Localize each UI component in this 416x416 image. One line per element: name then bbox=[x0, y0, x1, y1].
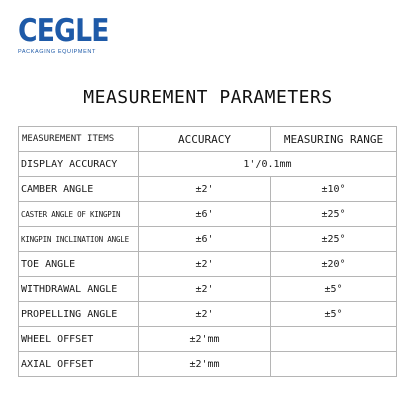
table-row-display-accuracy bbox=[19, 152, 397, 177]
row-range: ±5° bbox=[271, 277, 397, 302]
table-row bbox=[19, 277, 397, 302]
row-accuracy: ±2'mm bbox=[139, 352, 271, 377]
row-item: AXIAL OFFSET bbox=[19, 352, 139, 377]
table-row bbox=[19, 302, 397, 327]
row-accuracy: ±2'mm bbox=[139, 327, 271, 352]
row-range: ±5° bbox=[271, 302, 397, 327]
row-range: ±25° bbox=[271, 202, 397, 227]
header-measurement-items: MEASUREMENT ITEMS bbox=[19, 127, 139, 152]
row-range: ±10° bbox=[271, 177, 397, 202]
page-title: MEASUREMENT PARAMETERS bbox=[83, 87, 333, 108]
brand-logo-text: CEGLE bbox=[18, 13, 109, 49]
table-row bbox=[19, 202, 397, 227]
table-row bbox=[19, 327, 397, 352]
row-accuracy: ±6' bbox=[139, 202, 271, 227]
row-accuracy: ±2' bbox=[139, 177, 271, 202]
row-item: TOE ANGLE bbox=[19, 252, 139, 277]
table-row bbox=[19, 227, 397, 252]
row-range: ±25° bbox=[271, 227, 397, 252]
row-item: PROPELLING ANGLE bbox=[19, 302, 139, 327]
table-header-row bbox=[19, 127, 397, 152]
row-accuracy: ±6' bbox=[139, 227, 271, 252]
row-item: KINGPIN INCLINATION ANGLE bbox=[19, 227, 139, 252]
header-accuracy: ACCURACY bbox=[139, 127, 271, 152]
display-accuracy-value: 1'/0.1mm bbox=[139, 152, 397, 177]
brand-tagline: PACKAGING EQUIPMENT bbox=[18, 49, 96, 55]
row-item: CASTER ANGLE OF KINGPIN bbox=[19, 202, 139, 227]
table-row bbox=[19, 252, 397, 277]
row-item: WITHDRAWAL ANGLE bbox=[19, 277, 139, 302]
row-range bbox=[271, 327, 397, 352]
table-row bbox=[19, 352, 397, 377]
row-accuracy: ±2' bbox=[139, 252, 271, 277]
parameters-table bbox=[18, 126, 397, 377]
brand-logo bbox=[18, 14, 123, 55]
header-measuring-range: MEASURING RANGE bbox=[271, 127, 397, 152]
row-item: WHEEL OFFSET bbox=[19, 327, 139, 352]
row-range: ±20° bbox=[271, 252, 397, 277]
row-item: CAMBER ANGLE bbox=[19, 177, 139, 202]
row-range bbox=[271, 352, 397, 377]
row-accuracy: ±2' bbox=[139, 277, 271, 302]
row-accuracy: ±2' bbox=[139, 302, 271, 327]
row-item-display-accuracy: DISPLAY ACCURACY bbox=[19, 152, 139, 177]
table-row bbox=[19, 177, 397, 202]
